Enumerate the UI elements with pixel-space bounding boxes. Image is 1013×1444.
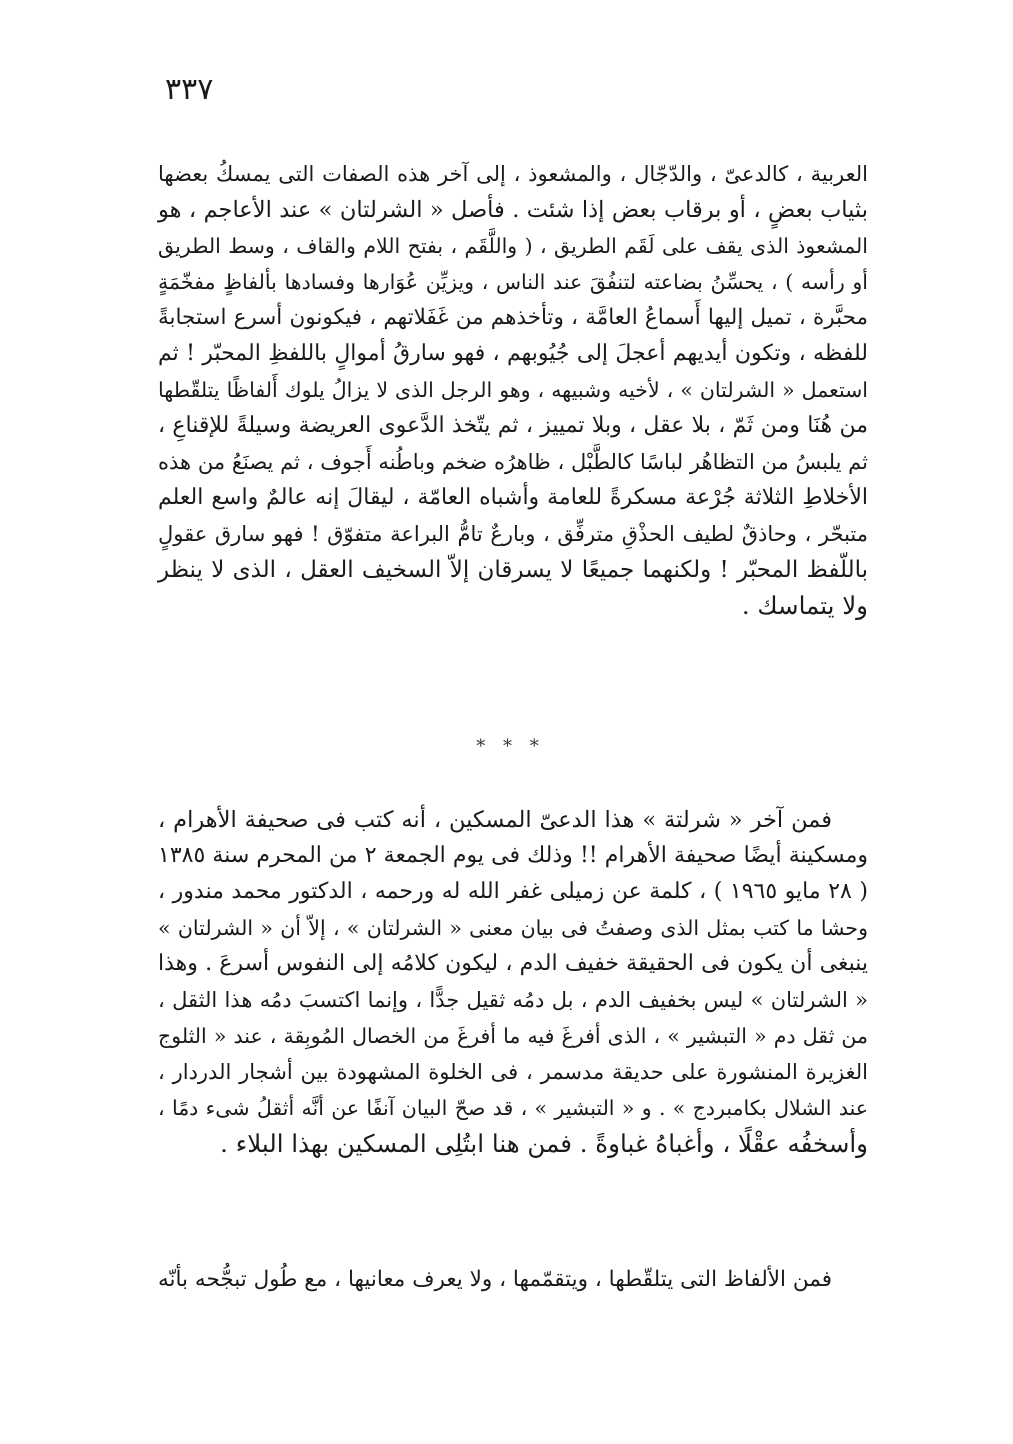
text-line: ينبغى أن يكون فى الحقيقة خفيف الدم ، ليكون كلامُه إلى النفوس أسرعَ . وهذا — [158, 951, 868, 976]
text-line: أو رأسه ) ، يحسِّنُ بضاعته لتنفُقَ عند الناس ، ويزيِّن عُوَارها وفسادها بألفاظٍ مفخّمَةٍ — [158, 270, 868, 294]
text-line: المشعوذ الذى يقف على لَقَم الطريق ، ( واللَّقَم ، بفتح اللام والقاف ، وسط الطريق — [158, 234, 868, 258]
page-number: ٣٣٧ — [165, 72, 214, 107]
text-line: متبحّر ، وحاذقٌ لطيف الحذْقِ مترفِّق ، وبارعٌ تامُّ البراعة متفوّق ! فهو سارق عقولٍ — [158, 522, 868, 546]
text-line: ( ٢٨ مايو ١٩٦٥ ) ، كلمة عن زميلى غفر الله له ورحمه ، الدكتور محمد مندور ، — [158, 879, 868, 904]
text-line: من ثقل دم « التبشير » ، الذى أفرغَ فيه ما أفرغَ من الخصال المُوبِقة ، عند « الثلوج — [158, 1024, 868, 1048]
text-line: عند الشلال بكامبردج » . و « التبشير » ، قد صحّ البيان آنفًا عن أنَّه أثقلُ شىء دمًا ، — [158, 1096, 868, 1120]
text-line: استعمل « الشرلتان » ، لأخيه وشبيهه ، وهو الرجل الذى لا يزالُ يلوك أَلفاظًا يتلقّطها — [158, 378, 868, 402]
text-line: الغزيرة المنشورة على حديقة مدسمر ، فى الخلوة المشهودة بين أشجار الدردار ، — [158, 1060, 868, 1084]
text-line: فمن الألفاظ التى يتلقّطها ، ويتقمّمها ، ولا يعرف معانيها ، مع طُول تبجُّحه بأنّه — [158, 1267, 832, 1292]
paragraph-3 — [158, 1262, 868, 1298]
text-line: الأخلاطِ الثلاثة جُرْعة مسكرةً للعامة وأشباه العامّة ، ليقالَ إنه عالمٌ واسع العلم — [158, 485, 868, 510]
text-line: العربية ، كالدعىّ ، والدّجّال ، والمشعوذ ، إلى آخر هذه الصفات التى يمسكُ بعضها — [158, 162, 868, 186]
section-separator: * * * — [476, 736, 545, 757]
paragraph-2 — [158, 802, 868, 1162]
text-line: وأسخفُه عقْلًا ، وأغباهُ غباوةً . فمن هنا ابتُلِى المسكين بهذا البلاء . — [220, 1129, 868, 1158]
text-line: من هُنَا ومن ثَمّ ، بلا عقل ، وبلا تمييز ، ثم يتّخذ الدَّعوى العريضة وسيلةً للإقناعِ ، — [158, 413, 868, 438]
text-line: فمن آخر « شرلتة » هذا الدعىّ المسكين ، أنه كتب فى صحيفة الأهرام ، — [158, 807, 832, 833]
text-line: محبَّرة ، تميل إليها أَسماعُ العامَّة ، وتأخذهم من غَفَلاتهم ، فيكونون أسرع استجابةً — [158, 305, 868, 330]
text-line: ثم يلبسُ من التظاهُر لباسًا كالطَّبْل ، ظاهرُه ضخم وباطُنه أَجوف ، ثم يصنَعُ من هذه — [158, 450, 868, 474]
text-line: وحشا ما كتب بمثل الذى وصفتُ فى بيان معنى « الشرلتان » ، إلاّ أن « الشرلتان » — [158, 916, 868, 940]
text-line: بثياب بعضٍ ، أو برقاب بعض إذا شئت . فأصل « الشرلتان » عند الأعاجم ، هو — [158, 197, 868, 223]
text-line: « الشرلتان » ليس بخفيف الدم ، بل دمُه ثقيل جدًّا ، وإنما اكتسبَ دمُه هذا الثقل ، — [158, 988, 868, 1012]
text-line: ولا يتماسك . — [741, 591, 868, 620]
text-line: ومسكينة أيضًا صحيفة الأهرام !! وذلك فى يوم الجمعة ٢ من المحرم سنة ١٣٨٥ — [158, 843, 868, 868]
paragraph-1 — [158, 156, 868, 624]
text-line: باللّفظ المحبّر ! ولكنهما جميعًا لا يسرقان إلاّ السخيف العقل ، الذى لا ينظر — [158, 557, 868, 583]
text-line: للفظه ، وتكون أيديهم أعجلَ إلى جُيُوبهم ، فهو سارقُ أموالٍ باللفظِ المحبّر ! ثم — [158, 341, 868, 366]
